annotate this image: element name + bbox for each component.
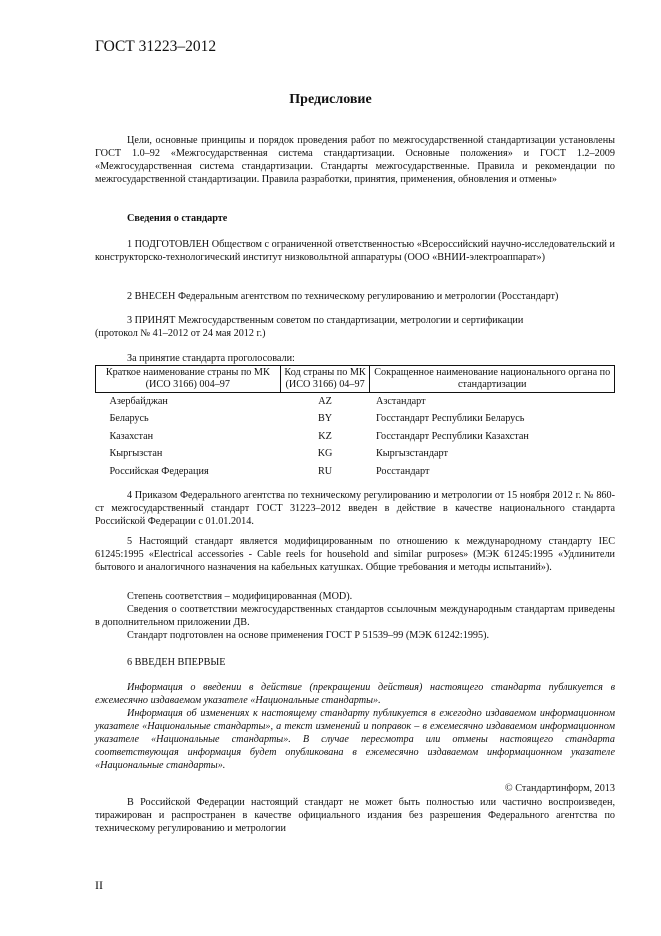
item-1-prepared: 1 ПОДГОТОВЛЕН Обществом с ограниченной ответственностью «Всероссийский научно-исследовательский и конструкторско-технологический институт низковольтной аппаратуры (ООО «ВНИИ-электроаппарат»): [95, 239, 615, 263]
code-cell: KZ: [318, 430, 332, 442]
country-cell: Кыргызстан: [109, 448, 163, 460]
legal-notice: В Российской Федерации настоящий стандарт не может быть полностью или частично воспроизведен, тиражирован и распространен в качестве официального издания без разрешения Федерального агентства по техническому регулированию и метрологии: [95, 797, 615, 834]
intro-paragraph: Цели, основные принципы и порядок проведения работ по межгосударственной стандартизации установлены ГОСТ 1.0–92 «Межгосударственная система стандартизации. Основные положения» и ГОСТ 1.2–2009 «Межгосударственная система стандартизации. Стандарты межгосударственные. Правила и рекомендации по межгосударственной стандартизации. Правила разработки, принятия, применения, обновления и отмены»: [95, 135, 615, 185]
table-header-country: Краткое наименование страны по МК (ИСО 3166) 004–97: [96, 366, 281, 393]
info-paragraph-2: Информация об изменениях к настоящему стандарту публикуется в ежегодно издаваемом информационном указателе «Национальные стандарты», а текст изменений и поправок – в ежемесячно издаваемом информационном указателе «Национальные стандарты». В случае пересмотра или отмены настоящего стандарта соответствующая информация будет опубликована в ежемесячно издаваемом информационном указателе «Национальные стандарты».: [95, 708, 615, 771]
table-header-body: Сокращенное наименование национального органа по стандартизации: [370, 366, 615, 393]
country-cell: Азербайджан: [109, 395, 168, 407]
item-3-adopted: [95, 314, 615, 340]
code-cell: BY: [317, 413, 333, 425]
item-6-introduced: 6 ВВЕДЕН ВПЕРВЫЕ: [127, 657, 226, 668]
vote-caption: За принятие стандарта проголосовали:: [127, 353, 295, 364]
page-number: II: [95, 878, 103, 892]
item-4-order: 4 Приказом Федерального агентства по техническому регулированию и метрологии от 15 ноября 2012 г. № 860-ст межгосударственный стандарт ГОСТ 31223–2012 введен в действие в качестве национального стандарта Российской Федерации с 01.01.2014.: [95, 490, 615, 527]
table-row: [96, 463, 615, 481]
table-row: [96, 393, 615, 411]
item-5-basis: Стандарт подготовлен на основе применения ГОСТ Р 51539–99 (МЭК 61242:1995).: [127, 630, 490, 641]
document-code-header: ГОСТ 31223–2012: [95, 38, 217, 55]
country-cell: Беларусь: [109, 413, 149, 425]
table-row: [96, 411, 615, 429]
voting-table: [95, 365, 615, 481]
item-2-submitted: 2 ВНЕСЕН Федеральным агентством по техническому регулированию и метрологии (Росстандарт): [127, 291, 559, 302]
body-cell: Госстандарт Республики Беларусь: [375, 413, 525, 425]
table-header-code: Код страны по МК (ИСО 3166) 04–97: [280, 366, 370, 393]
section-heading: Сведения о стандарте: [127, 213, 228, 224]
copyright-line: © Стандартинформ, 2013: [504, 783, 615, 794]
code-cell: AZ: [318, 395, 332, 407]
page-title: Предисловие: [289, 92, 372, 107]
table-header-row: [96, 366, 615, 393]
code-cell: RU: [317, 465, 333, 477]
body-cell: Росстандарт: [375, 465, 430, 477]
item-5-degree: Степень соответствия – модифицированная (MOD).: [127, 591, 353, 602]
code-cell: KG: [317, 448, 333, 460]
body-cell: Госстандарт Республики Казахстан: [375, 430, 529, 442]
item-5-modification: 5 Настоящий стандарт является модифицированным по отношению к международному стандарту IEC 61245:1995 «Electrical accessories - Cable reels for household and similar purposes» (МЭК 61245:1995 «Удлинители бытового и аналогичного назначения на кабельных катушках. Общие требования и методы испытаний»).: [95, 536, 615, 573]
country-cell: Российская Федерация: [109, 465, 209, 477]
country-cell: Казахстан: [109, 430, 154, 442]
table-row: [96, 446, 615, 464]
item-3-line1: 3 ПРИНЯТ Межгосударственным советом по стандартизации, метрологии и сертификации: [127, 315, 524, 326]
body-cell: Кыргызстандарт: [375, 448, 448, 460]
body-cell: Азстандарт: [375, 395, 426, 407]
item-3-protocol: (протокол № 41–2012 от 24 мая 2012 г.): [95, 328, 266, 339]
item-5-reference: Сведения о соответствии межгосударственных стандартов ссылочным международным стандартам приведены в дополнительном приложении ДВ.: [95, 604, 615, 628]
info-paragraph-1: Информация о введении в действие (прекращении действия) настоящего стандарта публикуется в ежемесячно издаваемом указателе «Национальные стандарты».: [95, 682, 615, 706]
table-row: [96, 428, 615, 446]
